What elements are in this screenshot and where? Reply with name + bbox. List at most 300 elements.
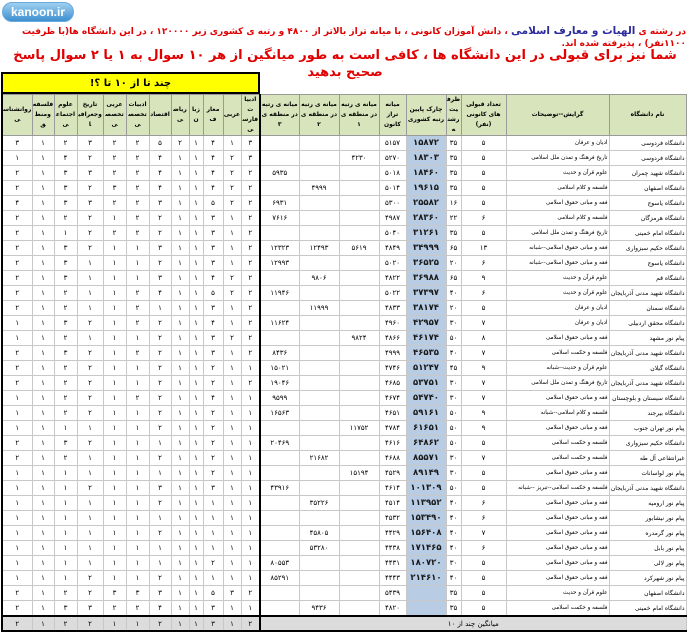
score-cell: ۱ (171, 466, 189, 481)
university-cell: پیام نور لواسانات (609, 466, 686, 481)
header-row (2, 95, 686, 136)
zone2-cell: ۴۵۸۰۵ (299, 526, 339, 541)
capacity-cell: ۵۰ (446, 436, 461, 451)
score-cell: ۱ (171, 481, 189, 496)
score-cell: ۱ (241, 391, 260, 406)
university-cell: پیام نور ارومیه (609, 496, 686, 511)
zone2-cell (299, 466, 339, 481)
score-cell: ۱ (189, 166, 203, 181)
zone3-cell: ۱۱۹۴۶ (260, 286, 299, 301)
table-row (2, 316, 686, 331)
score-cell: ۱ (189, 511, 203, 526)
zone3-cell: ۷۶۱۶ (260, 211, 299, 226)
score-cell: ۲ (149, 211, 171, 226)
score-cell: ۱ (126, 421, 149, 436)
score-cell: ۱ (241, 541, 260, 556)
score-cell: ۱ (103, 316, 126, 331)
average-score-cell: ۱ (189, 616, 203, 631)
score-cell: ۱ (241, 451, 260, 466)
count-cell: ۷ (461, 376, 506, 391)
score-cell: ۱ (32, 136, 54, 151)
score-cell: ۱ (171, 496, 189, 511)
score-cell: ۱ (171, 316, 189, 331)
score-cell: ۲ (241, 241, 260, 256)
table-row (2, 451, 686, 466)
score-cell: ۱ (103, 256, 126, 271)
taraz-cell: ۴۷۸۴ (379, 421, 406, 436)
university-cell: دانشگاه شهید مدنی آذربایجان (609, 481, 686, 496)
score-cell: ۱ (223, 256, 241, 271)
score-cell: ۱ (189, 196, 203, 211)
major-cell: تاریخ فرهنگ و تمدن ملل اسلامی (506, 226, 609, 241)
table-row (2, 226, 686, 241)
score-cell: ۵ (203, 286, 223, 301)
capacity-cell: ۴۰ (446, 571, 461, 586)
score-cell: ۱ (32, 211, 54, 226)
university-cell: دانشگاه اصفهان (609, 586, 686, 601)
score-cell: ۲ (241, 301, 260, 316)
score-cell: ۱ (171, 241, 189, 256)
score-cell: ۱ (32, 511, 54, 526)
score-cell: ۲ (126, 166, 149, 181)
score-cell: ۱ (54, 571, 77, 586)
score-cell: ۱ (77, 556, 103, 571)
score-cell: ۱ (126, 481, 149, 496)
score-cell: ۲ (149, 256, 171, 271)
university-header: نام دانشگاه (609, 95, 686, 136)
zone2-cell (299, 256, 339, 271)
score-cell: ۱ (149, 466, 171, 481)
zone3-cell: ۱۵۰۲۱ (260, 361, 299, 376)
score-cell: ۴ (149, 601, 171, 617)
score-cell: ۴ (149, 286, 171, 301)
score-cell: ۱ (171, 226, 189, 241)
score-cell: ۱ (2, 511, 32, 526)
capacity-cell: ۳۰ (446, 466, 461, 481)
average-score-cell: ۱ (223, 616, 241, 631)
score-cell: ۱ (32, 241, 54, 256)
score-cell: ۱ (189, 541, 203, 556)
table-row (2, 601, 686, 617)
university-cell: دانشگاه فردوسی (609, 151, 686, 166)
score-cell: ۱ (2, 496, 32, 511)
score-cell: ۳ (54, 601, 77, 617)
major-cell: فقه و مبانی حقوق اسلامی (506, 196, 609, 211)
score-cell: ۲ (241, 376, 260, 391)
count-cell: ۷ (461, 451, 506, 466)
zone1-cell (339, 556, 379, 571)
zone3-cell: ۸۴۳۶ (260, 346, 299, 361)
score-cell: ۱ (189, 406, 203, 421)
score-cell: ۱ (241, 526, 260, 541)
zone1-header: میانه ی رتبه در منطقه ی ۱ (339, 95, 379, 136)
score-cell: ۲ (223, 181, 241, 196)
score-cell: ۱ (126, 406, 149, 421)
score-cell: ۱ (103, 526, 126, 541)
major-cell: فلسفه و حکمت اسلامی--تبریز --شبانه (506, 481, 609, 496)
score-cell: ۱ (126, 376, 149, 391)
rank-cell: ۱۸۴۶۰ (406, 166, 446, 181)
score-cell: ۱ (171, 436, 189, 451)
capacity-cell: ۴۰ (446, 511, 461, 526)
taraz-cell: ۴۶۵۱ (379, 406, 406, 421)
score-cell: ۲ (203, 466, 223, 481)
score-cell: ۲ (126, 601, 149, 617)
score-cell: ۱ (32, 586, 54, 601)
score-cell: ۱ (171, 541, 189, 556)
capacity-cell: ۲۰ (446, 256, 461, 271)
zone2-cell (299, 391, 339, 406)
score-cell: ۱ (54, 556, 77, 571)
count-cell: ۶ (461, 211, 506, 226)
zone2-cell (299, 331, 339, 346)
count-cell: ۵ (461, 481, 506, 496)
taraz-cell: ۴۸۴۹ (379, 241, 406, 256)
count-cell: ۷ (461, 526, 506, 541)
score-cell: ۱ (126, 556, 149, 571)
score-cell: ۱ (103, 376, 126, 391)
score-cell: ۱ (32, 421, 54, 436)
capacity-cell: ۶۵ (446, 271, 461, 286)
score-cell: ۳ (203, 211, 223, 226)
score-cell: ۴ (203, 391, 223, 406)
score-cell: ۳ (54, 196, 77, 211)
score-cell: ۱ (189, 436, 203, 451)
table-row (2, 331, 686, 346)
score-cell: ۱ (189, 376, 203, 391)
average-score-cell: ۲ (77, 616, 103, 631)
zone2-cell: ۴۹۹۹ (299, 181, 339, 196)
university-cell: دانشگاه شهید مدنی آذربایجان (609, 346, 686, 361)
score-cell: ۲ (2, 286, 32, 301)
score-cell: ۱ (223, 571, 241, 586)
major-cell: فقه و مبانی حقوق اسلامی (506, 526, 609, 541)
score-cell: ۱ (54, 526, 77, 541)
table-row (2, 151, 686, 166)
zone1-cell: ۴۲۳۰ (339, 151, 379, 166)
zone3-header: میانه ی رتبه در منطقه ی ۳ (260, 95, 299, 136)
score-cell: ۳ (2, 136, 32, 151)
score-cell: ۲ (2, 376, 32, 391)
score-cell: ۲ (2, 256, 32, 271)
score-cell: ۲ (149, 226, 171, 241)
capacity-cell: ۳۰ (446, 451, 461, 466)
score-cell: ۱ (223, 526, 241, 541)
major-cell: فلسفه و حکمت اسلامی (506, 451, 609, 466)
score-cell: ۱ (203, 541, 223, 556)
score-cell: ۱ (223, 316, 241, 331)
university-cell: دانشگاه سمنان (609, 301, 686, 316)
rank-cell: ۱۵۶۴۰۸ (406, 526, 446, 541)
score-cell: ۱ (32, 151, 54, 166)
average-score-cell: ۲ (241, 616, 260, 631)
score-cell: ۱ (32, 271, 54, 286)
major-cell: ادیان و عرفان (506, 316, 609, 331)
rank-cell: ۱۱۳۹۵۲ (406, 496, 446, 511)
count-cell: ۵ (461, 166, 506, 181)
score-cell: ۱ (77, 511, 103, 526)
score-cell: ۱ (126, 571, 149, 586)
capacity-cell: ۲۰ (446, 301, 461, 316)
score-cell: ۲ (149, 571, 171, 586)
table-row (2, 241, 686, 256)
score-cell: ۱ (126, 331, 149, 346)
capacity-cell: ۳۰ (446, 391, 461, 406)
major-cell: فقه و مبانی حقوق اسلامی (506, 496, 609, 511)
score-cell: ۱ (54, 511, 77, 526)
zone1-cell: ۱۵۱۹۴ (339, 466, 379, 481)
score-cell: ۲ (241, 586, 260, 601)
zone3-cell: ۵۹۳۵ (260, 166, 299, 181)
score-cell: ۲ (2, 241, 32, 256)
table-row (2, 271, 686, 286)
university-cell: پیام نور نیشابور (609, 511, 686, 526)
score-cell: ۱ (103, 511, 126, 526)
score-cell: ۱ (77, 451, 103, 466)
score-cell: ۱ (189, 601, 203, 617)
rank-cell: ۲۵۵۸۲ (406, 196, 446, 211)
score-cell: ۲ (203, 556, 223, 571)
score-cell: ۱ (126, 361, 149, 376)
score-cell: ۱ (189, 151, 203, 166)
score-cell: ۱ (223, 301, 241, 316)
score-cell: ۲ (77, 406, 103, 421)
capacity-cell: ۵۰ (446, 481, 461, 496)
count-cell: ۵ (461, 151, 506, 166)
capacity-cell: ۵۰ (446, 406, 461, 421)
score-cell: ۱ (32, 301, 54, 316)
kanoon-logo (2, 2, 74, 22)
score-cell: ۳ (203, 241, 223, 256)
taraz-cell: ۴۶۷۴ (379, 391, 406, 406)
zone2-cell (299, 151, 339, 166)
major-cell: ادیان و عرفان (506, 301, 609, 316)
score-cell: ۱ (2, 541, 32, 556)
score-cell: ۱ (223, 226, 241, 241)
score-cell: ۱ (54, 496, 77, 511)
zone1-cell: ۱۱۷۵۲ (339, 421, 379, 436)
score-cell: ۱ (223, 211, 241, 226)
score-cell: ۲ (54, 391, 77, 406)
rank-cell: ۴۲۹۵۷ (406, 316, 446, 331)
capacity-cell: ۱۶ (446, 196, 461, 211)
score-cell: ۲ (54, 331, 77, 346)
capacity-cell: ۳۵ (446, 181, 461, 196)
taraz-cell: ۴۵۲۹ (379, 466, 406, 481)
zone1-cell (339, 226, 379, 241)
score-cell: ۱ (2, 571, 32, 586)
score-cell: ۱ (2, 526, 32, 541)
score-cell: ۲ (103, 166, 126, 181)
zone1-cell (339, 481, 379, 496)
score-cell: ۱ (103, 331, 126, 346)
zone1-cell (339, 256, 379, 271)
score-cell: ۲ (126, 301, 149, 316)
score-cell: ۲ (103, 226, 126, 241)
score-cell: ۲ (103, 136, 126, 151)
score-cell: ۱ (189, 451, 203, 466)
count-cell: ۹ (461, 406, 506, 421)
score-cell: ۱ (223, 136, 241, 151)
major-cell: فلسفه و حکمت اسلامی (506, 346, 609, 361)
score-cell: ۱ (189, 271, 203, 286)
score-cell: ۱ (171, 151, 189, 166)
taraz-cell: ۴۴۳۱ (379, 556, 406, 571)
score-cell: ۲ (54, 361, 77, 376)
score-header: روانشناسی (2, 95, 32, 136)
score-cell: ۱ (103, 466, 126, 481)
score-cell: ۳ (54, 241, 77, 256)
admissions-table (1, 94, 687, 632)
capacity-cell: ۳۵ (446, 136, 461, 151)
zone3-cell: ۲۰۴۶۹ (260, 436, 299, 451)
zone1-cell (339, 586, 379, 601)
score-cell: ۱ (126, 271, 149, 286)
score-cell: ۱ (103, 241, 126, 256)
score-cell: ۱ (171, 571, 189, 586)
score-cell: ۲ (126, 346, 149, 361)
table-row (2, 301, 686, 316)
score-cell: ۱ (32, 466, 54, 481)
score-cell: ۱ (223, 241, 241, 256)
score-cell: ۱ (103, 436, 126, 451)
score-cell: ۱ (189, 361, 203, 376)
rank-cell: ۱۵۸۷۲ (406, 136, 446, 151)
score-cell: ۱ (241, 406, 260, 421)
table-row (2, 556, 686, 571)
zone2-cell: ۹۴۳۶ (299, 601, 339, 617)
count-cell: ۹ (461, 421, 506, 436)
score-cell: ۴ (149, 181, 171, 196)
average-score-cell: ۲ (54, 616, 77, 631)
table-row (2, 586, 686, 601)
table-row (2, 571, 686, 586)
score-cell: ۱ (126, 256, 149, 271)
zone1-cell (339, 316, 379, 331)
zone3-cell (260, 331, 299, 346)
score-cell: ۱ (171, 451, 189, 466)
rank-cell: ۳۸۱۷۴ (406, 301, 446, 316)
rank-cell (406, 586, 446, 601)
table-row (2, 421, 686, 436)
rank-cell: ۲۸۳۶۰ (406, 211, 446, 226)
score-cell: ۲ (241, 211, 260, 226)
zone3-cell (260, 511, 299, 526)
zone2-cell: ۳۵۲۲۶ (299, 496, 339, 511)
score-cell: ۳ (241, 136, 260, 151)
zone3-cell (260, 541, 299, 556)
score-cell: ۳ (103, 181, 126, 196)
summary-row (2, 616, 686, 631)
table-row (2, 286, 686, 301)
major-cell: فقه و مبانی حقوق اسلامی--شبانه (506, 256, 609, 271)
major-cell: ادیان و عرفان (506, 136, 609, 151)
zone2-cell (299, 136, 339, 151)
score-cell: ۱ (77, 256, 103, 271)
zone1-cell (339, 511, 379, 526)
score-cell: ۱ (241, 571, 260, 586)
count-cell: ۷ (461, 391, 506, 406)
table-row (2, 481, 686, 496)
university-cell: دانشگاه حکیم سبزواری (609, 436, 686, 451)
score-cell: ۳ (54, 316, 77, 331)
score-cell: ۲ (2, 226, 32, 241)
score-cell: ۱ (171, 166, 189, 181)
score-cell: ۲ (103, 601, 126, 617)
score-cell: ۲ (77, 316, 103, 331)
zone2-header: میانه ی رتبه در منطقه ی ۲ (299, 95, 339, 136)
university-cell: دانشگاه حکیم سبزواری (609, 241, 686, 256)
rank-cell: ۴۶۱۷۴ (406, 331, 446, 346)
score-cell: ۲ (241, 271, 260, 286)
score-cell: ۲ (203, 421, 223, 436)
score-cell: ۱ (223, 511, 241, 526)
zone1-cell (339, 391, 379, 406)
major-cell: فقه و مبانی حقوق اسلامی (506, 556, 609, 571)
headline-field: الهیات و معارف اسلامی (510, 25, 636, 37)
rank-cell: ۱۹۶۱۵ (406, 181, 446, 196)
score-cell: ۳ (203, 601, 223, 617)
zone1-cell (339, 271, 379, 286)
score-cell: ۱ (126, 526, 149, 541)
university-cell: پیام نور لالی (609, 556, 686, 571)
rank-cell: ۵۱۲۴۷ (406, 361, 446, 376)
score-cell: ۲ (241, 196, 260, 211)
taraz-cell: ۴۹۶۰ (379, 316, 406, 331)
taraz-cell: ۴۸۲۰ (379, 601, 406, 617)
score-cell: ۱ (149, 511, 171, 526)
score-cell: ۲ (241, 166, 260, 181)
taraz-cell: ۵۰۲۰ (379, 256, 406, 271)
score-cell: ۱ (126, 511, 149, 526)
score-cell: ۱ (77, 301, 103, 316)
rank-cell: ۶۱۶۵۱ (406, 421, 446, 436)
zone2-cell: ۲۱۶۸۲ (299, 451, 339, 466)
score-cell: ۳ (77, 601, 103, 617)
zone2-cell (299, 211, 339, 226)
taraz-cell: ۴۴۴۳ (379, 571, 406, 586)
count-cell: ۵ (461, 556, 506, 571)
score-cell: ۱ (103, 541, 126, 556)
zone3-cell (260, 451, 299, 466)
rank-header: چارک پایین رتبه کشوری (406, 95, 446, 136)
rank-cell: ۱۵۳۴۹۰ (406, 511, 446, 526)
zone2-cell (299, 481, 339, 496)
average-score-cell: ۱ (103, 616, 126, 631)
score-cell: ۳ (126, 586, 149, 601)
rank-cell (406, 601, 446, 617)
score-cell: ۱ (203, 511, 223, 526)
score-cell: ۱ (2, 481, 32, 496)
zone2-cell: ۱۱۹۹۹ (299, 301, 339, 316)
zone3-cell: ۱۶۵۶۳ (260, 406, 299, 421)
zone1-cell (339, 541, 379, 556)
taraz-cell: ۴۶۱۴ (379, 481, 406, 496)
score-cell: ۱ (2, 316, 32, 331)
score-cell: ۱ (223, 496, 241, 511)
zone3-cell: ۱۲۳۲۳ (260, 241, 299, 256)
count-cell: ۵ (461, 466, 506, 481)
score-cell: ۱ (32, 346, 54, 361)
score-cell: ۲ (77, 226, 103, 241)
score-cell: ۱ (223, 451, 241, 466)
score-cell: ۱ (103, 301, 126, 316)
zone2-cell (299, 361, 339, 376)
zone1-cell (339, 196, 379, 211)
count-header: تعداد قبولی های کانونی (نفر) (461, 95, 506, 136)
zone1-cell (339, 526, 379, 541)
zone1-cell (339, 451, 379, 466)
